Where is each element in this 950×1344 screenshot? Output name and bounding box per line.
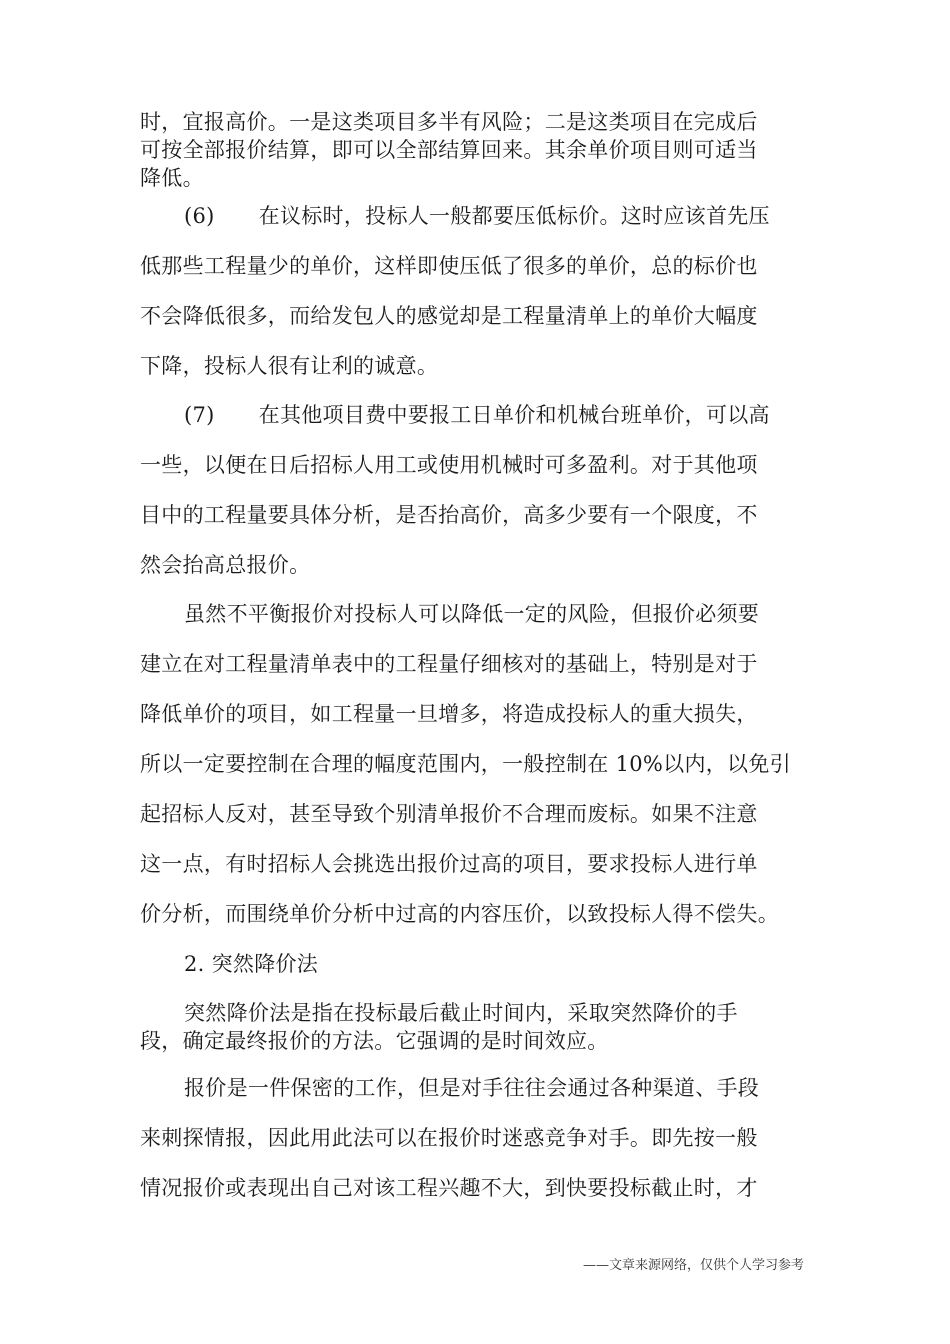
paragraph-high-price-continuation — [140, 108, 810, 192]
text-line-content: 在议标时，投标人一般都要压低标价。这时应该首先压 — [258, 204, 770, 228]
text-line: 来刺探情报，因此用此法可以在报价时迷惑竞争对手。即先按一般 — [140, 1126, 758, 1150]
section-heading — [140, 939, 810, 989]
text-line: 目中的工程量要具体分析，是否抬高价，高多少要有一个限度，不 — [140, 503, 758, 527]
text-line: 降低单价的项目，如工程量一旦增多，将造成投标人的重大损失， — [140, 702, 758, 726]
text-line: 起招标人反对，甚至导致个别清单报价不合理而废标。如果不注意 — [140, 802, 758, 826]
text-line: 下降，投标人很有让利的诚意。 — [140, 354, 439, 378]
text-line: 报价是一件保密的工作，但是对手往往会通过各种渠道、手段 — [184, 1076, 760, 1100]
text-line: 建立在对工程量清单表中的工程量仔细核对的基础上，特别是对于 — [140, 652, 758, 676]
text-line: 这一点，有时招标人会挑选出报价过高的项目，要求投标人进行单 — [140, 852, 758, 876]
paragraph-item-6 — [140, 191, 810, 391]
text-line: 段，确定最终报价的方法。它强调的是时间效应。 — [140, 1029, 609, 1053]
text-line: 情况报价或表现出自己对该工程兴趣不大，到快要投标截止时，才 — [140, 1176, 758, 1200]
footer-source-note: ——文章来源网络，仅供个人学习参考 — [582, 1258, 804, 1273]
text-line: 一些，以便在日后招标人用工或使用机械时可多盈利。对于其他项 — [140, 453, 758, 477]
text-line — [140, 390, 810, 440]
text-line: 然会抬高总报价。 — [140, 553, 311, 577]
text-line: 低那些工程量少的单价，这样即使压低了很多的单价，总的标价也 — [140, 254, 758, 278]
text-line: 降低。 — [140, 166, 204, 190]
paragraph-quotation-confidential — [140, 1063, 810, 1213]
text-line: 虽然不平衡报价对投标人可以降低一定的风险，但报价必须要 — [184, 602, 760, 626]
text-line-content: 在其他项目费中要报工日单价和机械台班单价，可以高 — [258, 403, 770, 427]
paragraph-item-7 — [140, 390, 810, 590]
text-line: 可按全部报价结算，即可以全部结算回来。其余单价项目则可适当 — [140, 138, 758, 162]
item-number: (6) — [184, 204, 215, 228]
heading-text: 2. 突然降价法 — [184, 952, 319, 976]
text-line: 时，宜报高价。一是这类项目多半有风险；二是这类项目在完成后 — [140, 110, 758, 134]
text-line — [140, 191, 810, 241]
text-line: 突然降价法是指在投标最后截止时间内，采取突然降价的手 — [184, 1001, 738, 1025]
paragraph-unbalanced-bid-risk — [140, 589, 810, 939]
text-line: 不会降低很多，而给发包人的感觉却是工程量清单上的单价大幅度 — [140, 304, 758, 328]
paragraph-sudden-price-cut-definition — [140, 999, 810, 1055]
item-number: (7) — [184, 403, 215, 427]
text-line: 价分析，而围绕单价分析中过高的内容压价，以致投标人得不偿失。 — [140, 902, 779, 926]
text-line: 所以一定要控制在合理的幅度范围内，一般控制在 10%以内，以免引 — [140, 752, 791, 776]
